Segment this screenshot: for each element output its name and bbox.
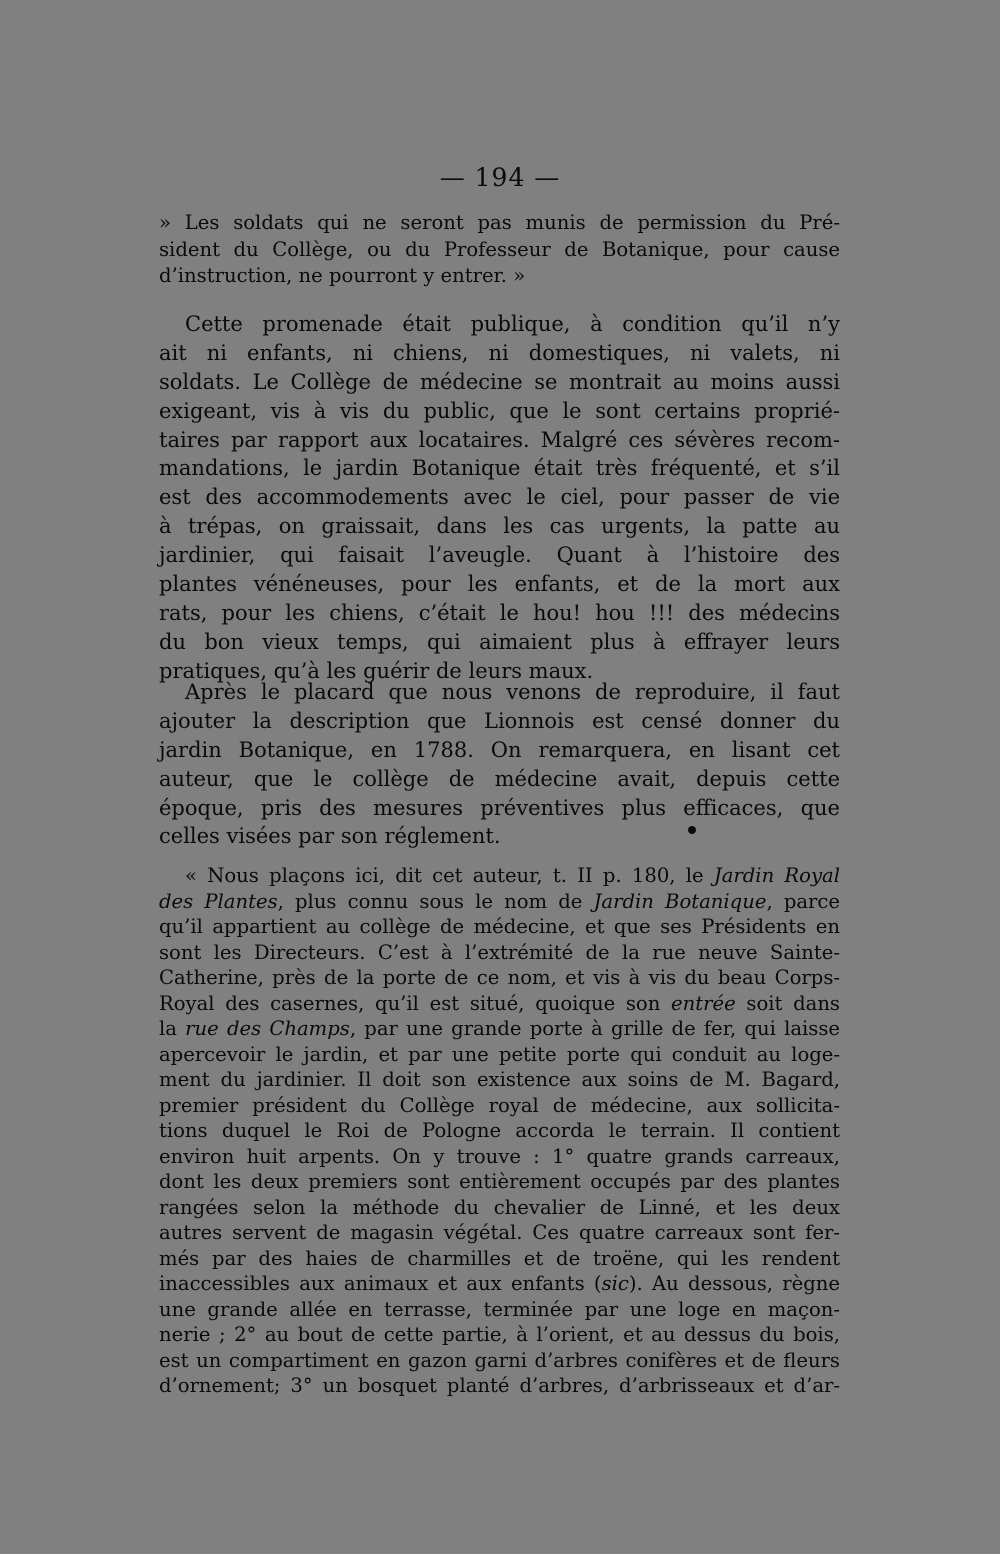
italic-run: Jardin Botanique (593, 889, 767, 913)
text-run: la (159, 1017, 186, 1040)
text-line: tions duquel le Roi de Pologne accorda le terrain. Il contient (159, 1119, 840, 1142)
text-line: taires par rapport aux locataires. Malgré ces sévères recom- (159, 427, 840, 452)
text-line: rats, pour les chiens, c’était le hou! hou !!! des médecins (159, 600, 840, 625)
text-line: soldats. Le Collège de médecine se montrait au moins aussi (159, 369, 840, 394)
text-run: soit dans (735, 991, 840, 1015)
text-line: jardin Botanique, en 1788. On remarquera, en lisant cet (159, 737, 840, 762)
text-line: ait ni enfants, ni chiens, ni domestiques, ni valets, ni (159, 340, 840, 365)
text-line: jardinier, qui faisait l’aveugle. Quant à l’histoire des (159, 543, 840, 568)
text-line: mandations, le jardin Botanique était très fréquenté, et s’il (159, 456, 840, 481)
text-line: pratiques, qu’à les guérir de leurs maux. (159, 658, 594, 683)
text-line (159, 889, 840, 915)
text-line (159, 991, 840, 1017)
text-run: inaccessibles aux animaux et aux enfants ( (159, 1272, 602, 1295)
text-run: , par une grande porte à grille de fer, qui laisse (349, 1017, 840, 1040)
text-line: auteur, que le collège de médecine avait, depuis cette (159, 766, 840, 791)
text-line: més par des haies de charmilles et de troëne, qui les rendent (159, 1246, 840, 1270)
text-line: d’instruction, ne pourront y entrer. » (159, 264, 526, 287)
text-line: ment du jardinier. Il doit son existence aux soins de M. Bagard, (159, 1068, 840, 1091)
text-line: Cette promenade était publique, à condition qu’il n’y (185, 312, 840, 336)
text-line: » Les soldats qui ne seront pas munis de permission du Pré- (159, 211, 840, 234)
text-line: ajouter la description que Lionnois est censé donner du (159, 708, 840, 733)
quote-soldiers (159, 210, 840, 290)
text-line: apercevoir le jardin, et par une petite porte qui conduit au loge- (159, 1042, 840, 1066)
text-line: environ huit arpents. On y trouve : 1° quatre grands carreaux, (159, 1144, 840, 1168)
text-line: Après le placard que nous venons de reproduire, il faut (185, 680, 840, 704)
text-line: du bon vieux temps, qui aimaient plus à effrayer leurs (159, 629, 840, 654)
italic-run: sic (601, 1272, 629, 1295)
text-line: sont les Directeurs. C’est à l’extrémité de la rue neuve Sainte- (159, 940, 840, 964)
text-line: époque, pris des mesures préventives plus efficaces, que (159, 795, 840, 820)
italic-run: des Plantes (159, 889, 278, 913)
text-line: d’ornement; 3° un bosquet planté d’arbres, d’arbrisseaux et d’ar- (159, 1374, 840, 1397)
printed-dot (688, 826, 696, 834)
text-line: est des accommodements avec le ciel, pour passer de vie (159, 485, 840, 510)
text-line: qu’il appartient au collège de médecine, et que ses Présidents en (159, 915, 840, 938)
text-line: dont les deux premiers sont entièrement occupés par des plantes (159, 1170, 840, 1193)
quote-lionnois (159, 863, 840, 1399)
text-line: est un compartiment en gazon garni d’arbres conifères et de fleurs (159, 1348, 840, 1372)
text-line: une grande allée en terrasse, terminée par une loge en maçon- (159, 1297, 840, 1321)
italic-run: entrée (671, 991, 736, 1015)
text-line: exigeant, vis à vis du public, que le sont certains proprié- (159, 398, 840, 423)
text-line: Catherine, près de la porte de ce nom, et vis à vis du beau Corps- (159, 966, 840, 989)
text-line (159, 1016, 840, 1042)
italic-run: rue des Champs (185, 1017, 350, 1040)
text-line: premier président du Collège royal de médecine, aux sollicita- (159, 1093, 840, 1117)
text-run: « Nous plaçons ici, dit cet auteur, t. II p. 180, le (185, 864, 714, 887)
text-run: , parce (766, 889, 840, 913)
text-line: autres servent de magasin végétal. Ces quatre carreaux sont fer- (159, 1221, 840, 1244)
text-line: nerie ; 2° au bout de cette partie, à l’orient, et au dessus du bois, (159, 1323, 840, 1346)
text-line (159, 1271, 840, 1297)
text-line: sident du Collège, ou du Professeur de Botanique, pour cause (159, 237, 840, 261)
text-run: ). Au dessous, règne (628, 1272, 840, 1295)
paragraph-promenade (159, 310, 840, 686)
text-line: plantes vénéneuses, pour les enfants, et de la mort aux (159, 572, 840, 597)
text-line: à trépas, on graissait, dans les cas urgents, la patte au (159, 514, 840, 539)
page-number: — 194 — (439, 163, 561, 192)
paragraph-placard (159, 678, 840, 851)
text-run: Royal des casernes, qu’il est situé, quoique son (159, 991, 672, 1015)
text-run: , plus connu sous le nom de (277, 889, 594, 913)
text-line: rangées selon la méthode du chevalier de Linné, et les deux (159, 1195, 840, 1219)
text-line (159, 863, 840, 889)
italic-run: Jardin Royal (713, 864, 840, 887)
text-line: celles visées par son réglement. (159, 824, 501, 849)
